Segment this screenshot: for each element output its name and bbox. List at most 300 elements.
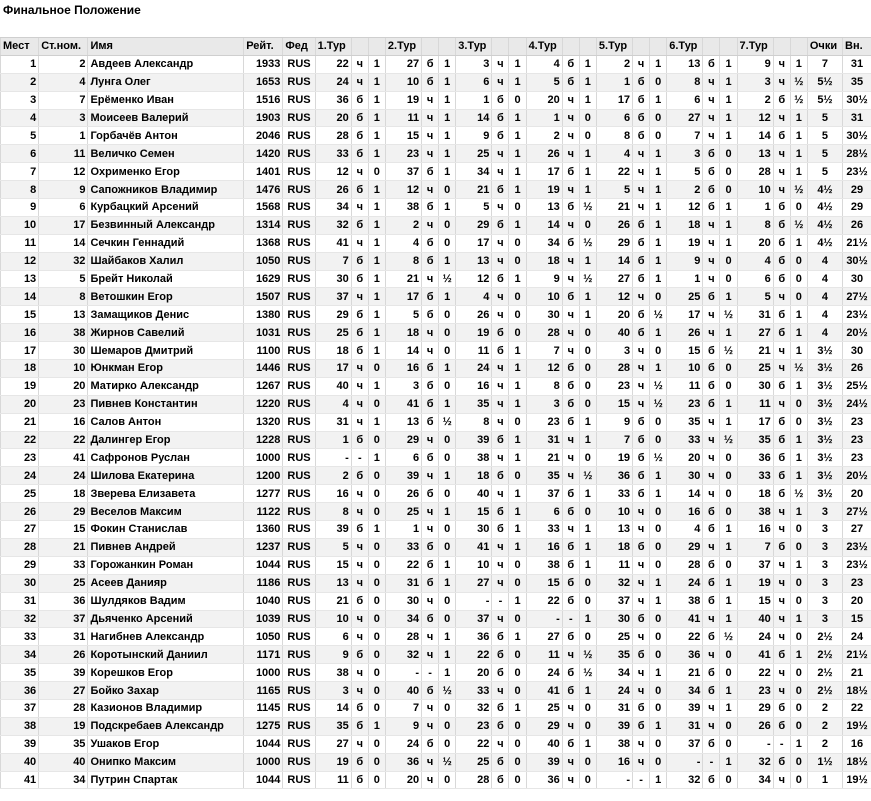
round4-cell: 31 — [526, 431, 562, 449]
round7-result-cell: 0 — [790, 521, 807, 539]
round2-cell: 5 — [385, 306, 421, 324]
rating-cell: 1903 — [244, 109, 283, 127]
round4-cell: 16 — [526, 538, 562, 556]
round7-result-cell: 1 — [790, 449, 807, 467]
round5-cell: 24 — [596, 682, 632, 700]
round3-result-cell: 1 — [509, 270, 526, 288]
table-row — [1, 664, 871, 682]
federation-cell: RUS — [283, 467, 315, 485]
round7-result-cell: 1 — [790, 234, 807, 252]
federation-cell: RUS — [283, 377, 315, 395]
round3-cell: 6 — [456, 73, 492, 91]
round4-color-cell: б — [562, 664, 579, 682]
round6-color-cell: ч — [703, 73, 720, 91]
round6-color-cell: б — [703, 288, 720, 306]
rating-cell: 1044 — [244, 556, 283, 574]
round4-cell: 37 — [526, 485, 562, 503]
round6-cell: 37 — [667, 735, 703, 753]
round7-color-cell: ч — [773, 556, 790, 574]
round5-color-cell: ч — [633, 574, 650, 592]
place-cell: 1 — [1, 55, 39, 73]
round5-color-cell: ч — [633, 342, 650, 360]
round6-color-cell: б — [703, 664, 720, 682]
table-row — [1, 413, 871, 431]
table-row — [1, 252, 871, 270]
round1-result-cell: 1 — [368, 270, 385, 288]
round4-color-cell: б — [562, 360, 579, 378]
round3-result-cell: 0 — [509, 574, 526, 592]
round2-result-cell: 1 — [439, 503, 456, 521]
start-number-cell: 25 — [39, 574, 88, 592]
round5-result-cell: 1 — [650, 216, 667, 234]
tiebreak-cell: 28½ — [843, 145, 871, 163]
round7-result-cell: 1 — [790, 431, 807, 449]
round7-color-cell: ч — [773, 610, 790, 628]
round4-cell: 9 — [526, 270, 562, 288]
place-cell: 33 — [1, 628, 39, 646]
round3-cell: 35 — [456, 395, 492, 413]
rating-cell: 2046 — [244, 127, 283, 145]
round5-cell: 37 — [596, 592, 632, 610]
round4-cell: 39 — [526, 753, 562, 771]
round3-color-cell: ч — [492, 288, 509, 306]
round4-cell: 19 — [526, 181, 562, 199]
tiebreak-cell: 22 — [843, 699, 871, 717]
round3-color-cell: б — [492, 127, 509, 145]
round1-result-cell: 0 — [368, 664, 385, 682]
round5-color-cell: б — [633, 538, 650, 556]
round1-result-cell: 0 — [368, 485, 385, 503]
round1-cell: 38 — [315, 664, 351, 682]
round7-result-cell: 0 — [790, 699, 807, 717]
round3-cell: 22 — [456, 646, 492, 664]
round1-result-cell: 1 — [368, 55, 385, 73]
round5-color-cell: ч — [633, 377, 650, 395]
round4-result-cell: 0 — [579, 395, 596, 413]
round1-cell: 32 — [315, 216, 351, 234]
round5-cell: 2 — [596, 55, 632, 73]
tiebreak-cell: 35 — [843, 73, 871, 91]
round2-result-cell: 0 — [439, 699, 456, 717]
round3-color-cell: ч — [492, 735, 509, 753]
round6-cell: 2 — [667, 181, 703, 199]
round2-result-cell: 0 — [439, 431, 456, 449]
round5-color-cell: б — [633, 431, 650, 449]
round6-cell: 25 — [667, 288, 703, 306]
points-cell: 4½ — [807, 199, 842, 217]
round7-cell: 25 — [737, 360, 773, 378]
table-row — [1, 306, 871, 324]
rating-cell: 1000 — [244, 664, 283, 682]
round6-result-cell: ½ — [720, 628, 737, 646]
table-row — [1, 735, 871, 753]
round3-color-cell: ч — [492, 377, 509, 395]
round3-cell: 23 — [456, 717, 492, 735]
table-row — [1, 181, 871, 199]
federation-cell: RUS — [283, 234, 315, 252]
round6-result-cell: 1 — [720, 395, 737, 413]
round2-color-cell: ч — [422, 467, 439, 485]
round7-color-cell: ч — [773, 55, 790, 73]
round6-cell: 22 — [667, 628, 703, 646]
round2-color-cell: б — [422, 377, 439, 395]
round5-result-cell: 1 — [650, 324, 667, 342]
round7-cell: 12 — [737, 109, 773, 127]
round6-cell: 12 — [667, 199, 703, 217]
round1-result-cell: 0 — [368, 431, 385, 449]
place-cell: 27 — [1, 521, 39, 539]
round6-color-cell: б — [703, 592, 720, 610]
name-cell: Корешков Егор — [88, 664, 244, 682]
points-cell: 4 — [807, 252, 842, 270]
round6-color-cell: ч — [703, 699, 720, 717]
round3-color-cell: б — [492, 699, 509, 717]
round7-color-cell: б — [773, 377, 790, 395]
points-cell: 4 — [807, 288, 842, 306]
start-number-cell: 6 — [39, 199, 88, 217]
points-cell: 3½ — [807, 413, 842, 431]
round2-result-cell: 0 — [439, 521, 456, 539]
round3-color-cell: б — [492, 216, 509, 234]
col-round6-header: 6.Тур — [667, 38, 703, 56]
round6-cell: 34 — [667, 682, 703, 700]
col-round6-color-header — [703, 38, 720, 56]
round5-cell: 3 — [596, 342, 632, 360]
round3-result-cell: 0 — [509, 306, 526, 324]
rating-cell: 1568 — [244, 199, 283, 217]
round3-cell: 30 — [456, 521, 492, 539]
tiebreak-cell: 18½ — [843, 753, 871, 771]
points-cell: 2½ — [807, 664, 842, 682]
round6-color-cell: б — [703, 771, 720, 789]
round4-cell: 6 — [526, 503, 562, 521]
round6-cell: 8 — [667, 73, 703, 91]
round7-result-cell: 1 — [790, 127, 807, 145]
table-row — [1, 485, 871, 503]
round5-cell: 23 — [596, 377, 632, 395]
place-cell: 8 — [1, 181, 39, 199]
place-cell: 25 — [1, 485, 39, 503]
round3-color-cell: ч — [492, 73, 509, 91]
round3-result-cell: 1 — [509, 431, 526, 449]
start-number-cell: 36 — [39, 592, 88, 610]
round4-cell: 3 — [526, 395, 562, 413]
round7-color-cell: ч — [773, 342, 790, 360]
round4-cell: 21 — [526, 449, 562, 467]
round3-cell: 25 — [456, 145, 492, 163]
round1-cell: 39 — [315, 521, 351, 539]
round4-color-cell: ч — [562, 109, 579, 127]
round1-cell: 5 — [315, 538, 351, 556]
round7-result-cell: 0 — [790, 574, 807, 592]
round2-cell: 15 — [385, 127, 421, 145]
table-row — [1, 699, 871, 717]
start-number-cell: 3 — [39, 109, 88, 127]
tiebreak-cell: 20 — [843, 485, 871, 503]
round4-color-cell: б — [562, 574, 579, 592]
federation-cell: RUS — [283, 163, 315, 181]
round5-color-cell: б — [633, 646, 650, 664]
round1-cell: 6 — [315, 628, 351, 646]
federation-cell: RUS — [283, 431, 315, 449]
tiebreak-cell: 21½ — [843, 646, 871, 664]
federation-cell: RUS — [283, 199, 315, 217]
round5-cell: 31 — [596, 699, 632, 717]
round5-result-cell: 0 — [650, 628, 667, 646]
name-cell: Веселов Максим — [88, 503, 244, 521]
round1-cell: 15 — [315, 556, 351, 574]
round6-color-cell: ч — [703, 717, 720, 735]
round5-result-cell: 0 — [650, 699, 667, 717]
round6-cell: 39 — [667, 699, 703, 717]
round2-cell: 12 — [385, 181, 421, 199]
round2-color-cell: ч — [422, 270, 439, 288]
round4-color-cell: ч — [562, 324, 579, 342]
round2-cell: 13 — [385, 413, 421, 431]
round6-result-cell: 0 — [720, 771, 737, 789]
points-cell: 2½ — [807, 682, 842, 700]
round3-cell: 9 — [456, 127, 492, 145]
round6-result-cell: 0 — [720, 270, 737, 288]
round7-cell: 37 — [737, 556, 773, 574]
table-row — [1, 449, 871, 467]
round1-cell: 34 — [315, 199, 351, 217]
name-cell: Дьяченко Арсений — [88, 610, 244, 628]
round2-color-cell: б — [422, 199, 439, 217]
place-cell: 18 — [1, 360, 39, 378]
round2-color-cell: б — [422, 252, 439, 270]
round7-result-cell: 1 — [790, 556, 807, 574]
name-cell: Курбацкий Арсений — [88, 199, 244, 217]
round4-result-cell: 0 — [579, 717, 596, 735]
federation-cell: RUS — [283, 413, 315, 431]
round6-result-cell: 1 — [720, 324, 737, 342]
round3-cell: 41 — [456, 538, 492, 556]
round7-cell: 2 — [737, 91, 773, 109]
round2-cell: 27 — [385, 55, 421, 73]
round6-result-cell: 1 — [720, 55, 737, 73]
round4-result-cell: 1 — [579, 521, 596, 539]
rating-cell: 1145 — [244, 699, 283, 717]
round2-cell: 34 — [385, 610, 421, 628]
round5-color-cell: б — [633, 73, 650, 91]
federation-cell: RUS — [283, 449, 315, 467]
round4-color-cell: б — [562, 485, 579, 503]
round5-result-cell: 1 — [650, 181, 667, 199]
round3-cell: 3 — [456, 55, 492, 73]
round3-result-cell: 0 — [509, 252, 526, 270]
round6-color-cell: б — [703, 342, 720, 360]
round5-cell: 36 — [596, 467, 632, 485]
points-cell: 3 — [807, 592, 842, 610]
round1-result-cell: 0 — [368, 699, 385, 717]
standings-table — [0, 37, 871, 789]
round1-result-cell: 1 — [368, 73, 385, 91]
round1-cell: 20 — [315, 109, 351, 127]
round4-cell: 28 — [526, 324, 562, 342]
round6-result-cell: 0 — [720, 377, 737, 395]
round6-cell: 38 — [667, 592, 703, 610]
round7-color-cell: б — [773, 413, 790, 431]
round5-result-cell: ½ — [650, 449, 667, 467]
round1-result-cell: 1 — [368, 252, 385, 270]
name-cell: Шулдяков Вадим — [88, 592, 244, 610]
round6-cell: 29 — [667, 538, 703, 556]
round5-color-cell: ч — [633, 145, 650, 163]
round3-result-cell: 1 — [509, 145, 526, 163]
table-row — [1, 610, 871, 628]
round2-cell: 26 — [385, 485, 421, 503]
round4-color-cell: ч — [562, 431, 579, 449]
round2-result-cell: 1 — [439, 574, 456, 592]
start-number-cell: 30 — [39, 342, 88, 360]
round7-cell: 19 — [737, 574, 773, 592]
round5-cell: 27 — [596, 270, 632, 288]
round2-cell: 28 — [385, 628, 421, 646]
round2-color-cell: б — [422, 413, 439, 431]
points-cell: 2 — [807, 717, 842, 735]
round3-result-cell: 0 — [509, 556, 526, 574]
round7-result-cell: 1 — [790, 145, 807, 163]
tiebreak-cell: 25½ — [843, 377, 871, 395]
federation-cell: RUS — [283, 181, 315, 199]
round6-result-cell: 0 — [720, 252, 737, 270]
points-cell: 2 — [807, 699, 842, 717]
round1-cell: 36 — [315, 91, 351, 109]
start-number-cell: 5 — [39, 270, 88, 288]
round3-color-cell: б — [492, 646, 509, 664]
round2-cell: 24 — [385, 735, 421, 753]
start-number-cell: 28 — [39, 699, 88, 717]
round3-cell: 32 — [456, 699, 492, 717]
round3-result-cell: 1 — [509, 538, 526, 556]
round4-result-cell: 1 — [579, 252, 596, 270]
round2-color-cell: ч — [422, 216, 439, 234]
round3-cell: 4 — [456, 288, 492, 306]
table-row — [1, 342, 871, 360]
points-cell: 3½ — [807, 395, 842, 413]
round6-color-cell: б — [703, 163, 720, 181]
start-number-cell: 16 — [39, 413, 88, 431]
round6-result-cell: 0 — [720, 646, 737, 664]
round7-result-cell: ½ — [790, 485, 807, 503]
round1-result-cell: 0 — [368, 467, 385, 485]
round2-color-cell: б — [422, 485, 439, 503]
round2-result-cell: 1 — [439, 556, 456, 574]
start-number-cell: 41 — [39, 449, 88, 467]
points-cell: 4 — [807, 306, 842, 324]
round1-color-cell: б — [351, 646, 368, 664]
round1-cell: 7 — [315, 252, 351, 270]
round7-result-cell: 1 — [790, 55, 807, 73]
round4-result-cell: 1 — [579, 485, 596, 503]
place-cell: 35 — [1, 664, 39, 682]
round3-cell: 27 — [456, 574, 492, 592]
place-cell: 20 — [1, 395, 39, 413]
round5-color-cell: ч — [633, 395, 650, 413]
round2-cell: 8 — [385, 252, 421, 270]
tiebreak-cell: 21 — [843, 664, 871, 682]
col-round3-color-header — [492, 38, 509, 56]
round4-cell: 29 — [526, 717, 562, 735]
name-cell: Шемаров Дмитрий — [88, 342, 244, 360]
round1-color-cell: ч — [351, 73, 368, 91]
points-cell: 3 — [807, 574, 842, 592]
round7-color-cell: б — [773, 127, 790, 145]
round6-color-cell: ч — [703, 485, 720, 503]
name-cell: Охрименко Егор — [88, 163, 244, 181]
round7-cell: 6 — [737, 270, 773, 288]
tiebreak-cell: 23½ — [843, 163, 871, 181]
round3-cell: 12 — [456, 270, 492, 288]
round6-color-cell: б — [703, 521, 720, 539]
points-cell: 1½ — [807, 753, 842, 771]
round1-cell: 25 — [315, 324, 351, 342]
rating-cell: 1000 — [244, 449, 283, 467]
tiebreak-cell: 27½ — [843, 288, 871, 306]
round6-cell: 23 — [667, 395, 703, 413]
round6-color-cell: б — [703, 735, 720, 753]
round5-color-cell: ч — [633, 628, 650, 646]
name-cell: Горбачёв Антон — [88, 127, 244, 145]
col-round7-result-header — [790, 38, 807, 56]
rating-cell: 1653 — [244, 73, 283, 91]
name-cell: Бойко Захар — [88, 682, 244, 700]
round1-result-cell: 1 — [368, 199, 385, 217]
rating-cell: 1000 — [244, 753, 283, 771]
rating-cell: 1368 — [244, 234, 283, 252]
round4-color-cell: б — [562, 55, 579, 73]
round5-cell: 26 — [596, 216, 632, 234]
place-cell: 15 — [1, 306, 39, 324]
rating-cell: 1237 — [244, 538, 283, 556]
round5-color-cell: ч — [633, 181, 650, 199]
round4-color-cell: ч — [562, 342, 579, 360]
round6-result-cell: 1 — [720, 413, 737, 431]
round1-color-cell: ч — [351, 503, 368, 521]
round5-cell: 19 — [596, 449, 632, 467]
round4-color-cell: б — [562, 682, 579, 700]
round1-cell: 2 — [315, 467, 351, 485]
round4-cell: 22 — [526, 592, 562, 610]
tiebreak-cell: 30½ — [843, 91, 871, 109]
tiebreak-cell: 20 — [843, 592, 871, 610]
round2-color-cell: б — [422, 55, 439, 73]
round5-result-cell: 1 — [650, 270, 667, 288]
round5-color-cell: б — [633, 610, 650, 628]
round5-cell: 13 — [596, 521, 632, 539]
round5-color-cell: б — [633, 306, 650, 324]
round7-color-cell: ч — [773, 503, 790, 521]
points-cell: 2½ — [807, 628, 842, 646]
round2-result-cell: 0 — [439, 306, 456, 324]
federation-cell: RUS — [283, 699, 315, 717]
points-cell: 5 — [807, 109, 842, 127]
round5-cell: 30 — [596, 610, 632, 628]
round1-cell: 24 — [315, 73, 351, 91]
start-number-cell: 35 — [39, 735, 88, 753]
round7-color-cell: б — [773, 699, 790, 717]
round5-result-cell: 0 — [650, 431, 667, 449]
round3-color-cell: ч — [492, 234, 509, 252]
round5-cell: 20 — [596, 306, 632, 324]
round5-cell: 8 — [596, 127, 632, 145]
name-cell: Величко Семен — [88, 145, 244, 163]
round3-cell: 25 — [456, 753, 492, 771]
round1-color-cell: ч — [351, 628, 368, 646]
round4-color-cell: ч — [562, 91, 579, 109]
round4-result-cell: ½ — [579, 664, 596, 682]
